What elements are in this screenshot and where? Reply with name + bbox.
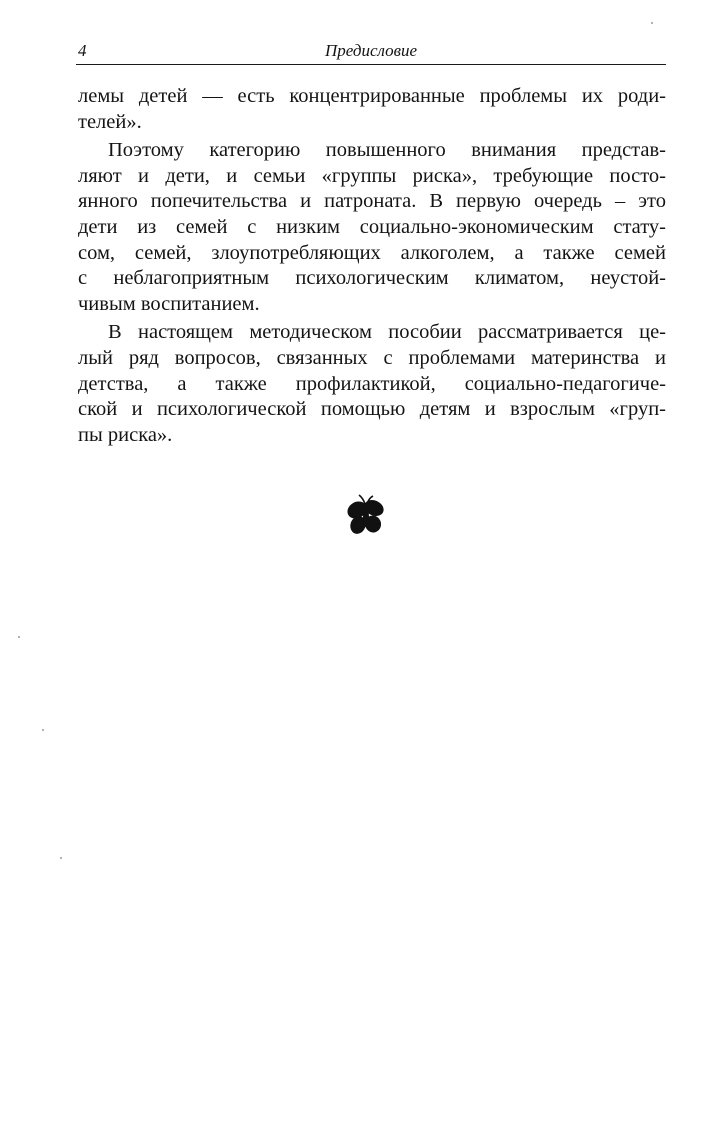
text-line: пы риска».: [78, 423, 173, 446]
butterfly-icon: [343, 492, 391, 540]
text-line: сом, семей, злоупотребляющих алкоголем, а также семей: [78, 241, 666, 264]
page-number: 4: [78, 41, 87, 60]
text-line: Поэтому категорию повышенного внимания представ-: [108, 139, 666, 162]
paragraph-1: [78, 84, 666, 135]
text-line: с неблагоприятным психологическим климатом, неустой-: [78, 267, 666, 290]
chapter-title: Предисловие: [324, 41, 418, 60]
body-text: [78, 84, 666, 451]
text-line: лый ряд вопросов, связанных с проблемами материнства и: [78, 346, 666, 369]
paragraph-3: [78, 320, 666, 448]
scan-speck: [42, 729, 44, 731]
text-line: телей».: [78, 110, 142, 133]
text-line: чивым воспитанием.: [78, 292, 260, 315]
text-line: В настоящем методическом пособии рассматривается це-: [108, 321, 666, 344]
text-line: лемы детей — есть концентрированные проблемы их роди-: [78, 85, 666, 107]
text-line: дети из семей с низким социально-экономическим стату-: [78, 215, 666, 238]
running-head: [76, 40, 666, 65]
scan-speck: [18, 636, 20, 638]
scan-speck: [651, 22, 653, 24]
text-line: детства, а также профилактикой, социально-педагогиче-: [78, 372, 666, 395]
text-line: ской и психологической помощью детям и взрослым «груп-: [78, 398, 666, 421]
paragraph-2: [78, 138, 666, 317]
text-line: ляют и дети, и семьи «группы риска», требующие посто-: [78, 164, 666, 187]
scan-speck: [60, 857, 62, 859]
text-line: янного попечительства и патроната. В первую очередь – это: [78, 190, 666, 213]
